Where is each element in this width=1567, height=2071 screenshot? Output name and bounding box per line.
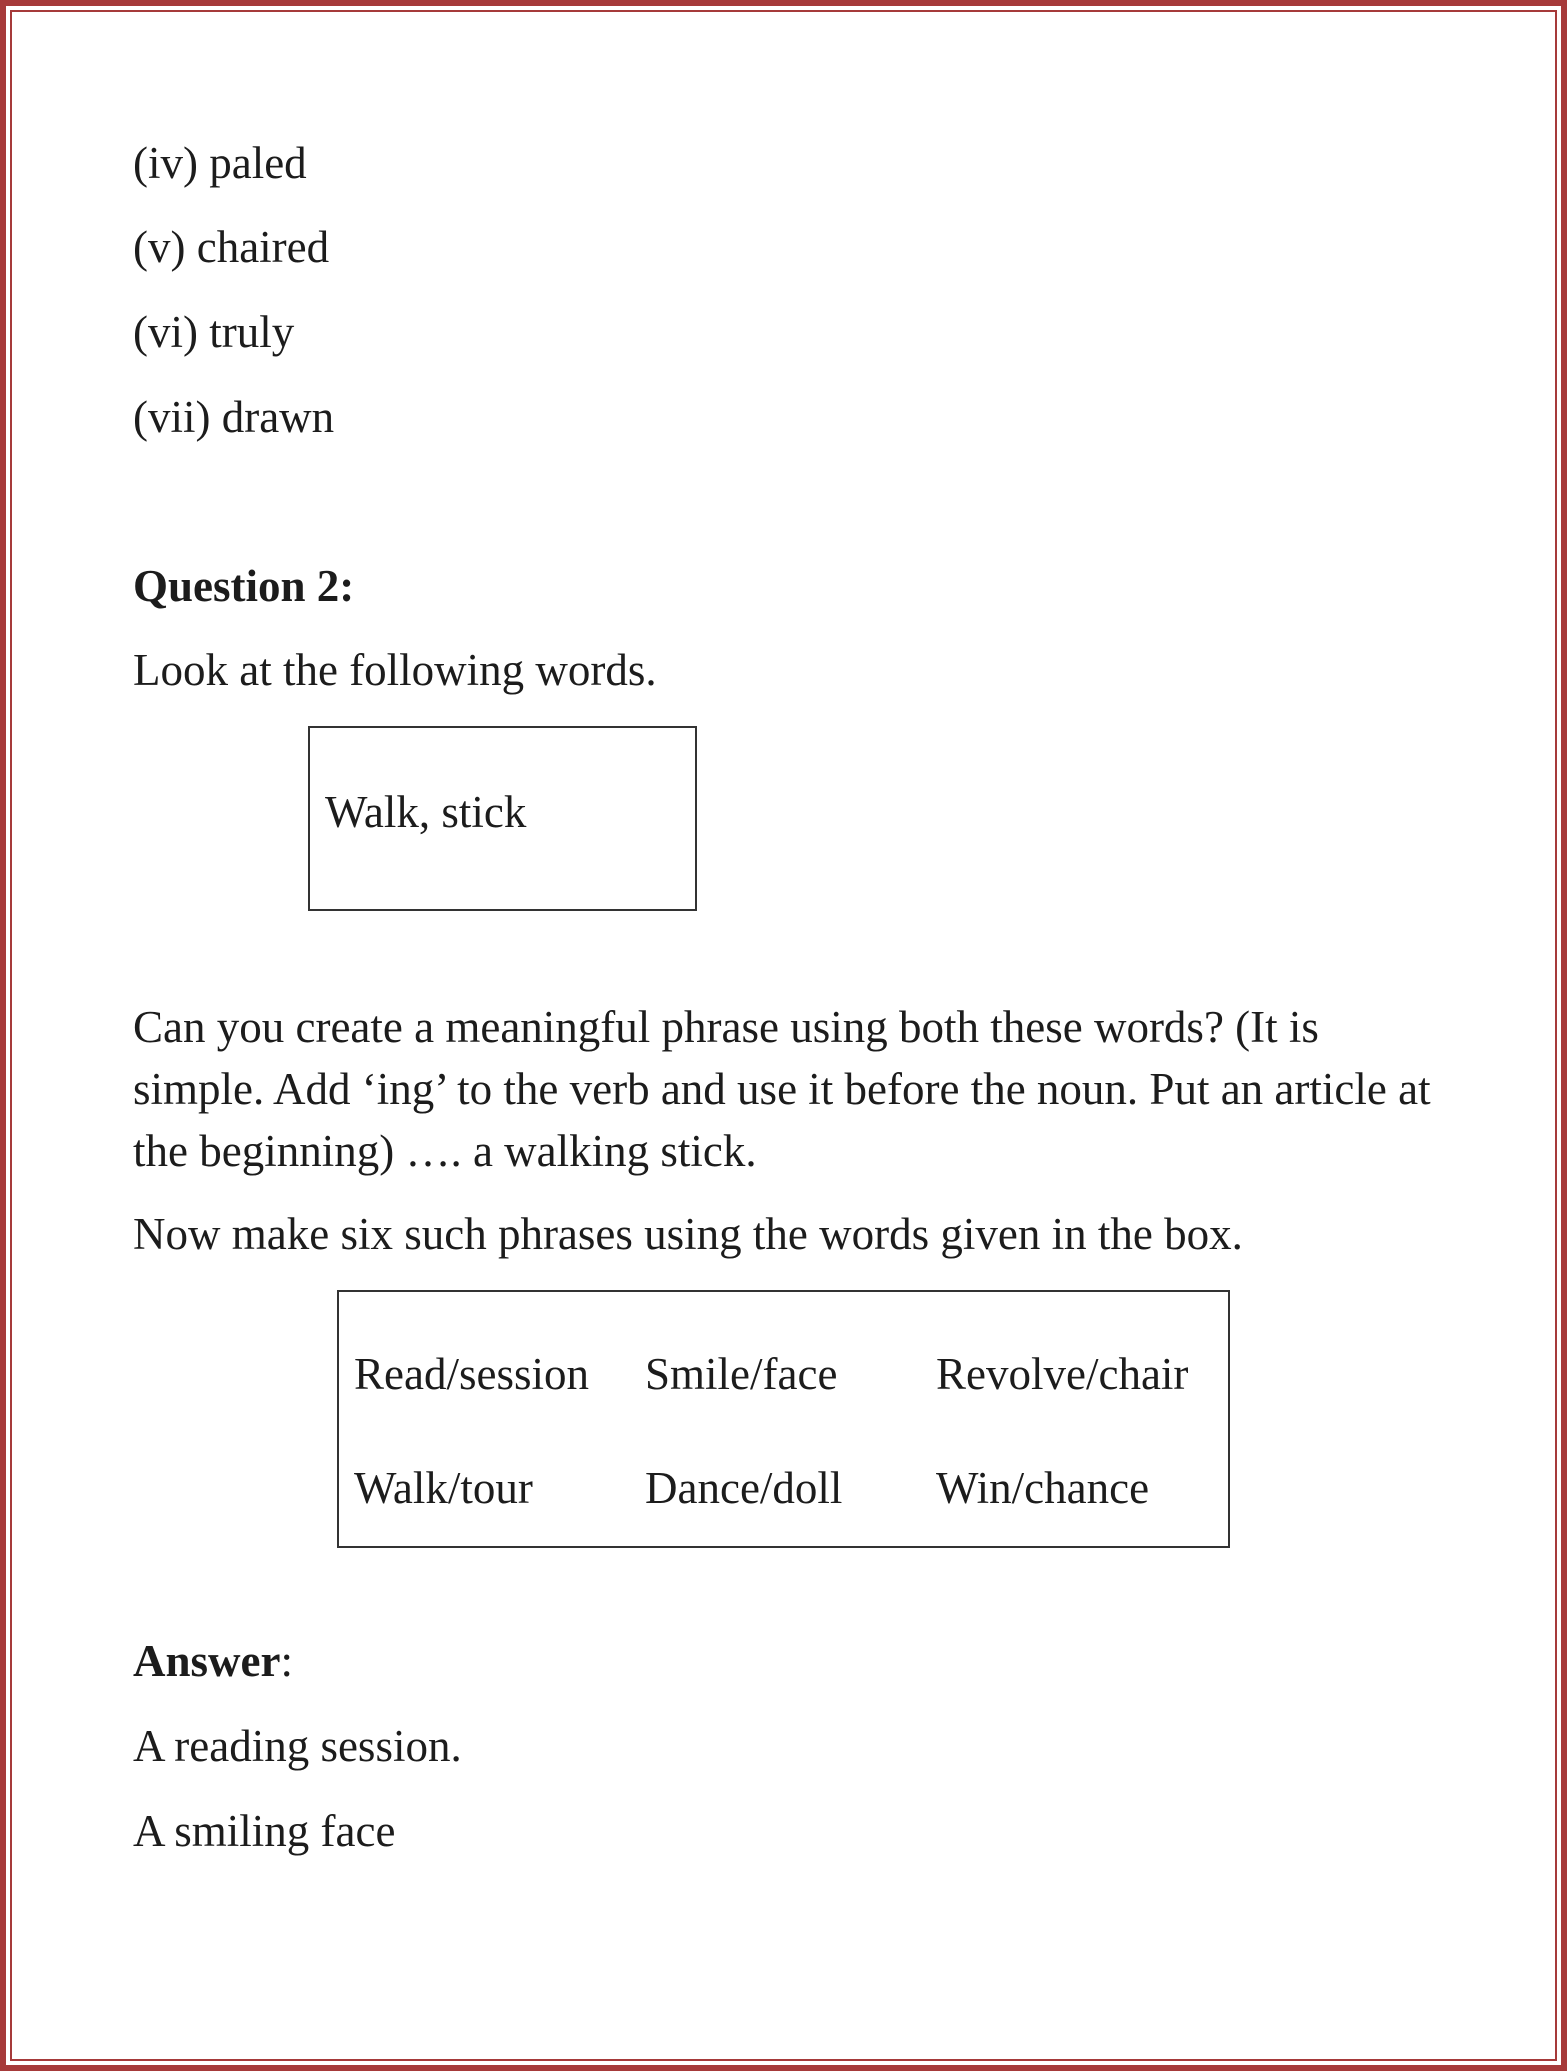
word-box — [337, 1290, 1230, 1548]
word-pair: Dance/doll — [645, 1463, 843, 1513]
list-item: (iv) paled — [133, 138, 307, 188]
word-pair: Smile/face — [645, 1349, 838, 1399]
word-pair: Walk/tour — [354, 1463, 533, 1513]
question-instruction: Now make six such phrases using the words given in the box. — [133, 1209, 1243, 1259]
list-item: (v) chaired — [133, 222, 330, 272]
example-words: Walk, stick — [325, 787, 527, 837]
answer-line: A reading session. — [133, 1721, 462, 1771]
answer-label: Answer — [133, 1636, 281, 1686]
list-item: (vii) drawn — [133, 392, 335, 442]
answer-heading — [133, 1635, 293, 1687]
list-item: (vi) truly — [133, 307, 295, 357]
question-paragraph: Can you create a meaningful phrase using both these words? (It is simple. Add ‘ing’ to the verb and use it before the noun. Put an article at the beginning) …. a walking stick. — [133, 1002, 1431, 1176]
question-intro: Look at the following words. — [133, 645, 657, 695]
word-pair: Revolve/chair — [936, 1349, 1189, 1399]
word-pair: Read/session — [354, 1349, 589, 1399]
answer-line: A smiling face — [133, 1806, 396, 1856]
word-pair: Win/chance — [936, 1463, 1150, 1513]
answer-colon: : — [280, 1636, 293, 1686]
example-word-box — [308, 726, 697, 911]
question-heading: Question 2: — [133, 561, 355, 611]
